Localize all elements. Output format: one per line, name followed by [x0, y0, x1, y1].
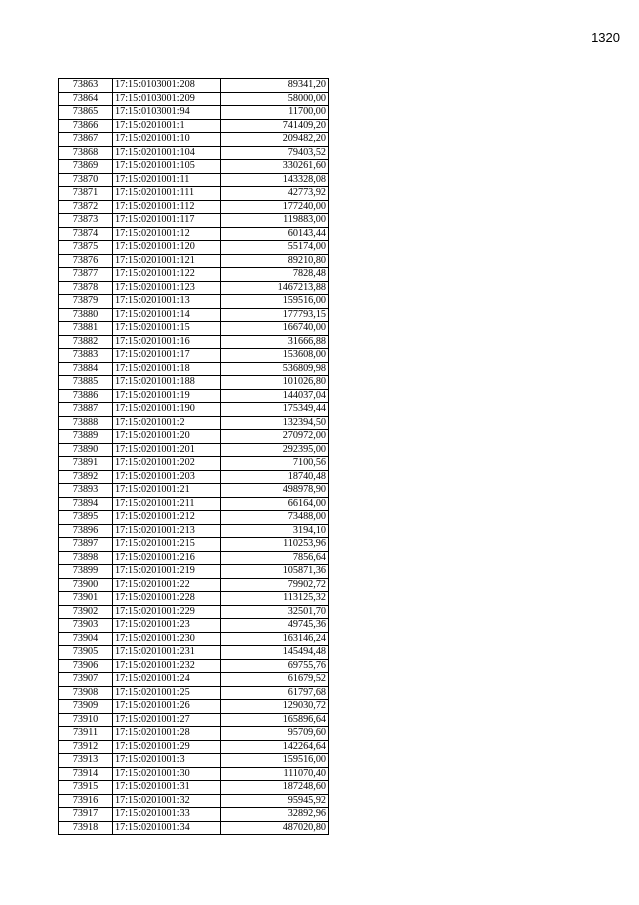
value-cell: 32892,96: [221, 808, 329, 822]
cadastral-number-cell: 17:15:0201001:104: [113, 146, 221, 160]
table-row: [59, 443, 329, 457]
row-number-cell: 73881: [59, 322, 113, 336]
cadastral-number-cell: 17:15:0201001:19: [113, 389, 221, 403]
cadastral-number-cell: 17:15:0201001:15: [113, 322, 221, 336]
cadastral-number-cell: 17:15:0201001:215: [113, 538, 221, 552]
row-number-cell: 73888: [59, 416, 113, 430]
row-number-cell: 73878: [59, 281, 113, 295]
row-number-cell: 73909: [59, 700, 113, 714]
value-cell: 487020,80: [221, 821, 329, 835]
table-row: [59, 727, 329, 741]
row-number-cell: 73879: [59, 295, 113, 309]
row-number-cell: 73911: [59, 727, 113, 741]
value-cell: 165896,64: [221, 713, 329, 727]
table-row: [59, 254, 329, 268]
table-row: [59, 808, 329, 822]
cadastral-number-cell: 17:15:0201001:121: [113, 254, 221, 268]
table-row: [59, 308, 329, 322]
cadastral-number-cell: 17:15:0201001:3: [113, 754, 221, 768]
table-row: [59, 335, 329, 349]
cadastral-number-cell: 17:15:0201001:120: [113, 241, 221, 255]
row-number-cell: 73889: [59, 430, 113, 444]
table-row: [59, 214, 329, 228]
cadastral-number-cell: 17:15:0201001:11: [113, 173, 221, 187]
table-row: [59, 821, 329, 835]
row-number-cell: 73871: [59, 187, 113, 201]
table-row: [59, 659, 329, 673]
cadastral-number-cell: 17:15:0201001:22: [113, 578, 221, 592]
value-cell: 175349,44: [221, 403, 329, 417]
table-row: [59, 484, 329, 498]
cadastral-number-cell: 17:15:0201001:33: [113, 808, 221, 822]
table-row: [59, 457, 329, 471]
value-cell: 270972,00: [221, 430, 329, 444]
table-row: [59, 281, 329, 295]
value-cell: 7828,48: [221, 268, 329, 282]
table-row: [59, 673, 329, 687]
cadastral-number-cell: 17:15:0201001:211: [113, 497, 221, 511]
cadastral-number-cell: 17:15:0201001:12: [113, 227, 221, 241]
table-row: [59, 160, 329, 174]
value-cell: 143328,08: [221, 173, 329, 187]
value-cell: 7100,56: [221, 457, 329, 471]
cadastral-number-cell: 17:15:0201001:216: [113, 551, 221, 565]
table-row: [59, 767, 329, 781]
row-number-cell: 73880: [59, 308, 113, 322]
row-number-cell: 73916: [59, 794, 113, 808]
value-cell: 60143,44: [221, 227, 329, 241]
cadastral-number-cell: 17:15:0201001:212: [113, 511, 221, 525]
table-row: [59, 700, 329, 714]
value-cell: 69755,76: [221, 659, 329, 673]
row-number-cell: 73867: [59, 133, 113, 147]
value-cell: 49745,36: [221, 619, 329, 633]
row-number-cell: 73915: [59, 781, 113, 795]
table-row: [59, 349, 329, 363]
cadastral-number-cell: 17:15:0201001:229: [113, 605, 221, 619]
value-cell: 55174,00: [221, 241, 329, 255]
table-row: [59, 295, 329, 309]
cadastral-number-cell: 17:15:0201001:232: [113, 659, 221, 673]
cadastral-number-cell: 17:15:0201001:105: [113, 160, 221, 174]
table-row: [59, 646, 329, 660]
cadastral-number-cell: 17:15:0103001:209: [113, 92, 221, 106]
cadastral-number-cell: 17:15:0201001:34: [113, 821, 221, 835]
table-row: [59, 511, 329, 525]
cadastral-number-cell: 17:15:0201001:17: [113, 349, 221, 363]
value-cell: 209482,20: [221, 133, 329, 147]
cadastral-number-cell: 17:15:0201001:23: [113, 619, 221, 633]
cadastral-number-cell: 17:15:0201001:10: [113, 133, 221, 147]
value-cell: 7856,64: [221, 551, 329, 565]
row-number-cell: 73865: [59, 106, 113, 120]
table-row: [59, 619, 329, 633]
value-cell: 89210,80: [221, 254, 329, 268]
table-row: [59, 79, 329, 93]
cadastral-number-cell: 17:15:0103001:94: [113, 106, 221, 120]
cadastral-number-cell: 17:15:0201001:228: [113, 592, 221, 606]
cadastral-number-cell: 17:15:0201001:213: [113, 524, 221, 538]
table-row: [59, 565, 329, 579]
cadastral-number-cell: 17:15:0201001:117: [113, 214, 221, 228]
row-number-cell: 73870: [59, 173, 113, 187]
row-number-cell: 73886: [59, 389, 113, 403]
value-cell: 187248,60: [221, 781, 329, 795]
value-cell: 79403,52: [221, 146, 329, 160]
cadastral-number-cell: 17:15:0201001:112: [113, 200, 221, 214]
value-cell: 89341,20: [221, 79, 329, 93]
cadastral-number-cell: 17:15:0201001:122: [113, 268, 221, 282]
row-number-cell: 73908: [59, 686, 113, 700]
table-row: [59, 362, 329, 376]
cadastral-number-cell: 17:15:0201001:16: [113, 335, 221, 349]
registry-table-body: [59, 79, 329, 835]
value-cell: 32501,70: [221, 605, 329, 619]
cadastral-number-cell: 17:15:0201001:14: [113, 308, 221, 322]
cadastral-number-cell: 17:15:0201001:20: [113, 430, 221, 444]
table-row: [59, 524, 329, 538]
value-cell: 177240,00: [221, 200, 329, 214]
table-row: [59, 740, 329, 754]
row-number-cell: 73902: [59, 605, 113, 619]
table-row: [59, 605, 329, 619]
value-cell: 1467213,88: [221, 281, 329, 295]
cadastral-number-cell: 17:15:0201001:111: [113, 187, 221, 201]
row-number-cell: 73864: [59, 92, 113, 106]
row-number-cell: 73892: [59, 470, 113, 484]
value-cell: 111070,40: [221, 767, 329, 781]
value-cell: 292395,00: [221, 443, 329, 457]
value-cell: 741409,20: [221, 119, 329, 133]
row-number-cell: 73883: [59, 349, 113, 363]
row-number-cell: 73885: [59, 376, 113, 390]
registry-table: [58, 78, 329, 835]
row-number-cell: 73872: [59, 200, 113, 214]
cadastral-number-cell: 17:15:0201001:203: [113, 470, 221, 484]
cadastral-number-cell: 17:15:0201001:21: [113, 484, 221, 498]
value-cell: 3194,10: [221, 524, 329, 538]
value-cell: 142264,64: [221, 740, 329, 754]
row-number-cell: 73884: [59, 362, 113, 376]
table-row: [59, 551, 329, 565]
cadastral-number-cell: 17:15:0201001:13: [113, 295, 221, 309]
value-cell: 145494,48: [221, 646, 329, 660]
table-row: [59, 470, 329, 484]
value-cell: 95945,92: [221, 794, 329, 808]
value-cell: 498978,90: [221, 484, 329, 498]
value-cell: 119883,00: [221, 214, 329, 228]
table-row: [59, 187, 329, 201]
table-row: [59, 268, 329, 282]
row-number-cell: 73918: [59, 821, 113, 835]
value-cell: 95709,60: [221, 727, 329, 741]
value-cell: 166740,00: [221, 322, 329, 336]
cadastral-number-cell: 17:15:0201001:219: [113, 565, 221, 579]
value-cell: 536809,98: [221, 362, 329, 376]
row-number-cell: 73898: [59, 551, 113, 565]
value-cell: 73488,00: [221, 511, 329, 525]
page-number: 1320: [591, 30, 620, 45]
table-row: [59, 713, 329, 727]
row-number-cell: 73901: [59, 592, 113, 606]
value-cell: 11700,00: [221, 106, 329, 120]
cadastral-number-cell: 17:15:0201001:123: [113, 281, 221, 295]
table-row: [59, 133, 329, 147]
value-cell: 61797,68: [221, 686, 329, 700]
table-row: [59, 322, 329, 336]
row-number-cell: 73882: [59, 335, 113, 349]
value-cell: 159516,00: [221, 754, 329, 768]
row-number-cell: 73904: [59, 632, 113, 646]
value-cell: 42773,92: [221, 187, 329, 201]
value-cell: 113125,32: [221, 592, 329, 606]
cadastral-number-cell: 17:15:0201001:24: [113, 673, 221, 687]
cadastral-number-cell: 17:15:0201001:31: [113, 781, 221, 795]
table-row: [59, 538, 329, 552]
value-cell: 153608,00: [221, 349, 329, 363]
table-row: [59, 781, 329, 795]
table-row: [59, 146, 329, 160]
table-row: [59, 241, 329, 255]
row-number-cell: 73895: [59, 511, 113, 525]
table-row: [59, 227, 329, 241]
value-cell: 129030,72: [221, 700, 329, 714]
value-cell: 31666,88: [221, 335, 329, 349]
cadastral-number-cell: 17:15:0201001:202: [113, 457, 221, 471]
table-row: [59, 632, 329, 646]
row-number-cell: 73893: [59, 484, 113, 498]
value-cell: 105871,36: [221, 565, 329, 579]
cadastral-number-cell: 17:15:0103001:208: [113, 79, 221, 93]
row-number-cell: 73903: [59, 619, 113, 633]
row-number-cell: 73912: [59, 740, 113, 754]
row-number-cell: 73914: [59, 767, 113, 781]
value-cell: 330261,60: [221, 160, 329, 174]
value-cell: 110253,96: [221, 538, 329, 552]
table-row: [59, 106, 329, 120]
cadastral-number-cell: 17:15:0201001:2: [113, 416, 221, 430]
cadastral-number-cell: 17:15:0201001:18: [113, 362, 221, 376]
cadastral-number-cell: 17:15:0201001:30: [113, 767, 221, 781]
value-cell: 58000,00: [221, 92, 329, 106]
row-number-cell: 73906: [59, 659, 113, 673]
row-number-cell: 73877: [59, 268, 113, 282]
value-cell: 61679,52: [221, 673, 329, 687]
value-cell: 66164,00: [221, 497, 329, 511]
row-number-cell: 73910: [59, 713, 113, 727]
table-row: [59, 92, 329, 106]
row-number-cell: 73917: [59, 808, 113, 822]
row-number-cell: 73897: [59, 538, 113, 552]
table-row: [59, 173, 329, 187]
table-row: [59, 376, 329, 390]
row-number-cell: 73875: [59, 241, 113, 255]
table-row: [59, 578, 329, 592]
table-row: [59, 416, 329, 430]
value-cell: 177793,15: [221, 308, 329, 322]
row-number-cell: 73873: [59, 214, 113, 228]
row-number-cell: 73896: [59, 524, 113, 538]
table-row: [59, 754, 329, 768]
row-number-cell: 73887: [59, 403, 113, 417]
cadastral-number-cell: 17:15:0201001:230: [113, 632, 221, 646]
table-row: [59, 686, 329, 700]
table-row: [59, 430, 329, 444]
row-number-cell: 73894: [59, 497, 113, 511]
cadastral-number-cell: 17:15:0201001:28: [113, 727, 221, 741]
row-number-cell: 73891: [59, 457, 113, 471]
table-row: [59, 403, 329, 417]
table-row: [59, 592, 329, 606]
cadastral-number-cell: 17:15:0201001:201: [113, 443, 221, 457]
row-number-cell: 73900: [59, 578, 113, 592]
row-number-cell: 73913: [59, 754, 113, 768]
cadastral-number-cell: 17:15:0201001:27: [113, 713, 221, 727]
value-cell: 159516,00: [221, 295, 329, 309]
table-row: [59, 200, 329, 214]
table-row: [59, 497, 329, 511]
row-number-cell: 73899: [59, 565, 113, 579]
cadastral-number-cell: 17:15:0201001:188: [113, 376, 221, 390]
cadastral-number-cell: 17:15:0201001:29: [113, 740, 221, 754]
value-cell: 144037,04: [221, 389, 329, 403]
row-number-cell: 73866: [59, 119, 113, 133]
cadastral-number-cell: 17:15:0201001:32: [113, 794, 221, 808]
table-row: [59, 389, 329, 403]
row-number-cell: 73874: [59, 227, 113, 241]
cadastral-number-cell: 17:15:0201001:25: [113, 686, 221, 700]
cadastral-number-cell: 17:15:0201001:190: [113, 403, 221, 417]
value-cell: 132394,50: [221, 416, 329, 430]
row-number-cell: 73868: [59, 146, 113, 160]
row-number-cell: 73905: [59, 646, 113, 660]
row-number-cell: 73890: [59, 443, 113, 457]
row-number-cell: 73907: [59, 673, 113, 687]
row-number-cell: 73876: [59, 254, 113, 268]
row-number-cell: 73863: [59, 79, 113, 93]
cadastral-number-cell: 17:15:0201001:1: [113, 119, 221, 133]
value-cell: 163146,24: [221, 632, 329, 646]
table-row: [59, 119, 329, 133]
value-cell: 101026,80: [221, 376, 329, 390]
cadastral-number-cell: 17:15:0201001:26: [113, 700, 221, 714]
cadastral-number-cell: 17:15:0201001:231: [113, 646, 221, 660]
value-cell: 18740,48: [221, 470, 329, 484]
row-number-cell: 73869: [59, 160, 113, 174]
table-row: [59, 794, 329, 808]
value-cell: 79902,72: [221, 578, 329, 592]
